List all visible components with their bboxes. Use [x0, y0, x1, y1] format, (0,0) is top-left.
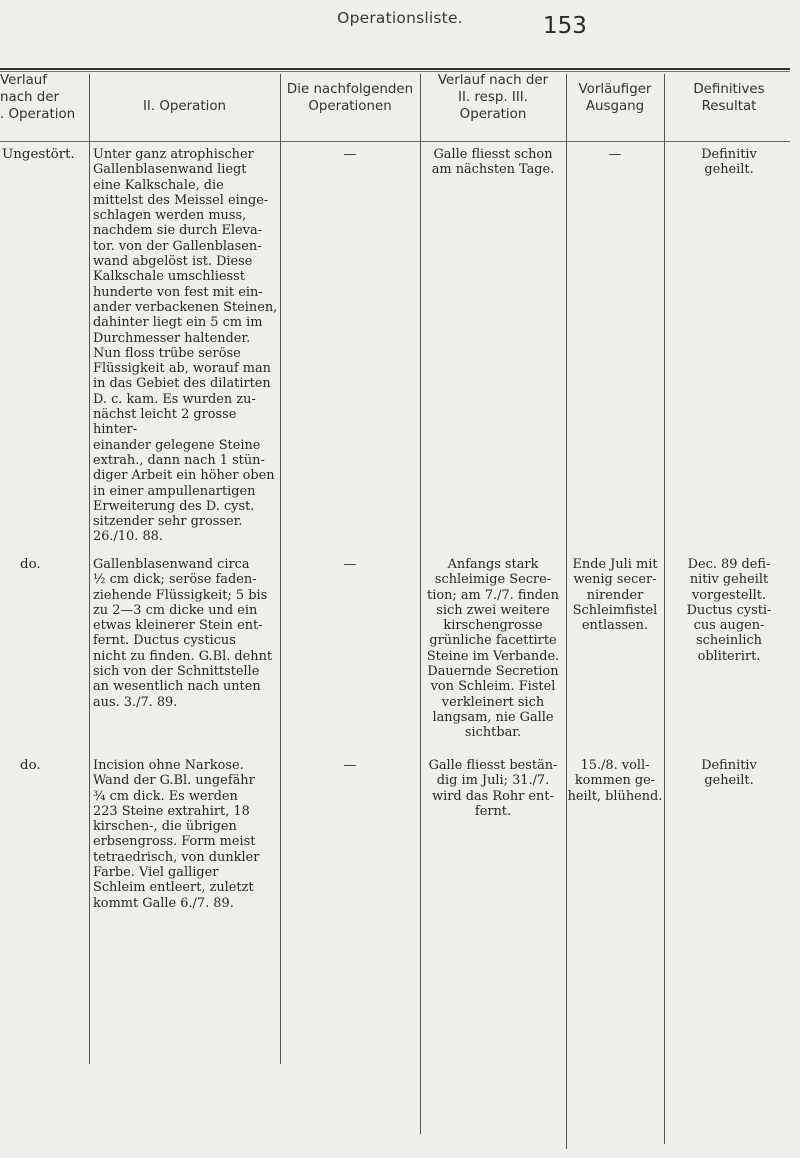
top-rule-thin	[0, 71, 790, 72]
row-1-verlauf: Ungestört.	[2, 147, 75, 162]
row-2-resultat: Dec. 89 defi- nitiv geheilt vorgestellt. Ductus cysti- cus augen- scheinlich obliterirt.	[686, 557, 772, 664]
column-divider-2	[280, 74, 281, 1064]
row-3-verlauf-nach: Galle fliesst bestän- dig im Juli; 31./7. wird das Rohr ent- fernt.	[428, 758, 558, 819]
header-operation: II. Operation	[142, 99, 227, 114]
row-2-verlauf-nach: Anfangs stark schleimige Secre- tion; am 7./7. finden sich zwei weitere kirschengrosse grünliche facettirte Steine im Verbande. Dauernde Secretion von Schleim. Fistel verkleinert sich langsam, nie Galle sichtbar.	[426, 557, 560, 741]
row-2-operation: Gallenblasenwand circa ½ cm dick; seröse faden- ziehende Flüssigkeit; 5 bis zu 2—3 cm dicke und ein etwas kleinerer Stein ent- fernt. Ductus cysticus nicht zu finden. G.Bl. dehnt sich von der Schnittstelle an wesentlich nach unten aus. 3./7. 89.	[93, 557, 273, 710]
header-verlauf-nach: Verlauf nach der II. resp. III. Operation	[437, 73, 549, 122]
row-1-resultat: Definitiv geheilt.	[701, 147, 757, 178]
row-3-operation: Incision ohne Narkose. Wand der G.Bl. ungefähr ¾ cm dick. Es werden 223 Steine extrahirt, 18 kirschen-, die übrigen erbsengross. Form meist tetraedrisch, von dunkler Farbe. Viel galliger Schleim entleert, zuletzt kommt Galle 6./7. 89.	[93, 758, 260, 911]
row-1-verlauf-nach: Galle fliesst schon am nächsten Tage.	[431, 147, 555, 178]
row-3-verlauf: do.	[20, 758, 41, 773]
header-verlauf: Verlauf nach der . Operation	[0, 73, 76, 122]
row-2-verlauf: do.	[20, 557, 41, 572]
column-divider-1	[89, 74, 90, 1064]
running-head: Operationsliste.	[337, 9, 463, 27]
row-2-nachfolgende: —	[343, 557, 357, 572]
header-vorlaeufig: Vorläufiger Ausgang	[578, 82, 652, 114]
header-resultat: Definitives Resultat	[693, 82, 765, 114]
page-number: 153	[543, 13, 587, 39]
row-3-nachfolgende: —	[343, 758, 357, 773]
row-2-vorlaeufig: Ende Juli mit wenig secer- nirender Schleimfistel entlassen.	[572, 557, 658, 634]
header-bottom-rule	[0, 141, 790, 142]
row-3-vorlaeufig: 15./8. voll- kommen ge- heilt, blühend.	[567, 758, 663, 804]
header-nachfolgende: Die nachfolgenden Operationen	[286, 82, 414, 114]
top-rule-thick	[0, 68, 790, 70]
row-1-operation: Unter ganz atrophischer Gallenblasenwand liegt eine Kalkschale, die mittelst des Meissel einge- schlagen werden muss, nachdem sie durch Eleva- tor. von der Gallenblasen- wand abgelöst ist. Diese Kalkschale umschliesst hunderte von fest mit ein- ander verbackenen Steinen, dahinter liegt ein 5 cm im Durchmesser haltender. Nun floss trübe seröse Flüssigkeit ab, worauf man in das Gebiet des dilatirten D. c. kam. Es wurden zu- nächst leicht 2 grosse hinter- einander gelegene Steine extrah., dann nach 1 stün- diger Arbeit ein höher oben in einer ampullenartigen Erweiterung des D. cyst. sitzender sehr grosser. 26./10. 88.	[93, 147, 278, 545]
row-1-vorlaeufig: —	[608, 147, 622, 162]
row-1-nachfolgende: —	[343, 147, 357, 162]
row-3-resultat: Definitiv geheilt.	[701, 758, 757, 789]
